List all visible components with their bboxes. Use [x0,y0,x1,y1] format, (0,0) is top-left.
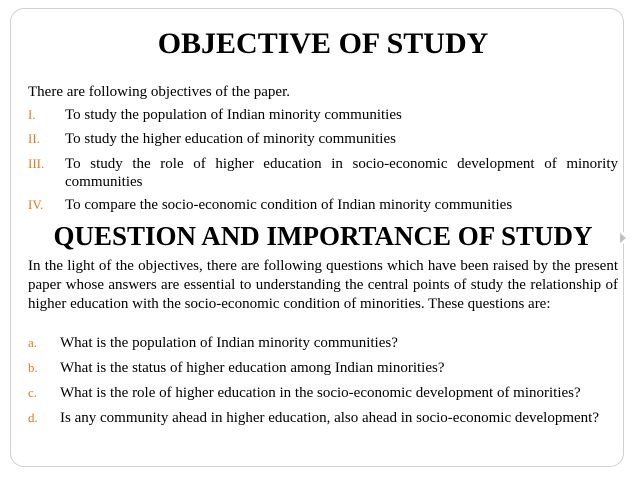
objective-title: OBJECTIVE OF STUDY [157,27,489,60]
question-text: What is the status of higher education among Indian minorities? [60,360,445,376]
objective-item [28,106,618,124]
question-text: Is any community ahead in higher education, also ahead in socio-economic development? [60,410,599,426]
question-title: QUESTION AND IMPORTANCE OF STUDY [53,221,593,251]
chevron-right-icon [617,232,629,244]
objective-marker: I. [28,107,36,122]
objective-text: To study the higher education of minority communities [65,131,396,147]
question-marker: a. [28,335,38,350]
objective-marker: II. [28,131,40,146]
objective-item [28,130,618,148]
objective-marker: III. [28,156,45,171]
question-marker: b. [28,360,38,375]
questions-intro-paragraph: In the light of the objectives, there are following questions which have been raised by the present paper whose answers are essential to understanding the central points of study the relationship of higher education with the socio-economic condition of minorities. These questions are: [28,258,618,312]
question-item [28,409,618,427]
objectives-intro: There are following objectives of the paper. [28,84,290,100]
question-item [28,334,618,352]
objective-item [28,196,618,214]
question-item [28,384,618,402]
question-text: What is the population of Indian minority communities? [60,335,398,351]
question-marker: d. [28,410,38,425]
objective-text: To compare the socio-economic condition of Indian minority communities [65,197,513,213]
objective-marker: IV. [28,197,44,212]
question-marker: c. [28,385,38,400]
question-text: What is the role of higher education in the socio-economic development of minorities? [60,385,581,401]
question-item [28,359,618,377]
objective-item [28,155,618,191]
objective-text: To study the population of Indian minority communities [65,107,402,123]
objective-text: To study the role of higher education in socio-economic development of minority communities [65,156,618,190]
